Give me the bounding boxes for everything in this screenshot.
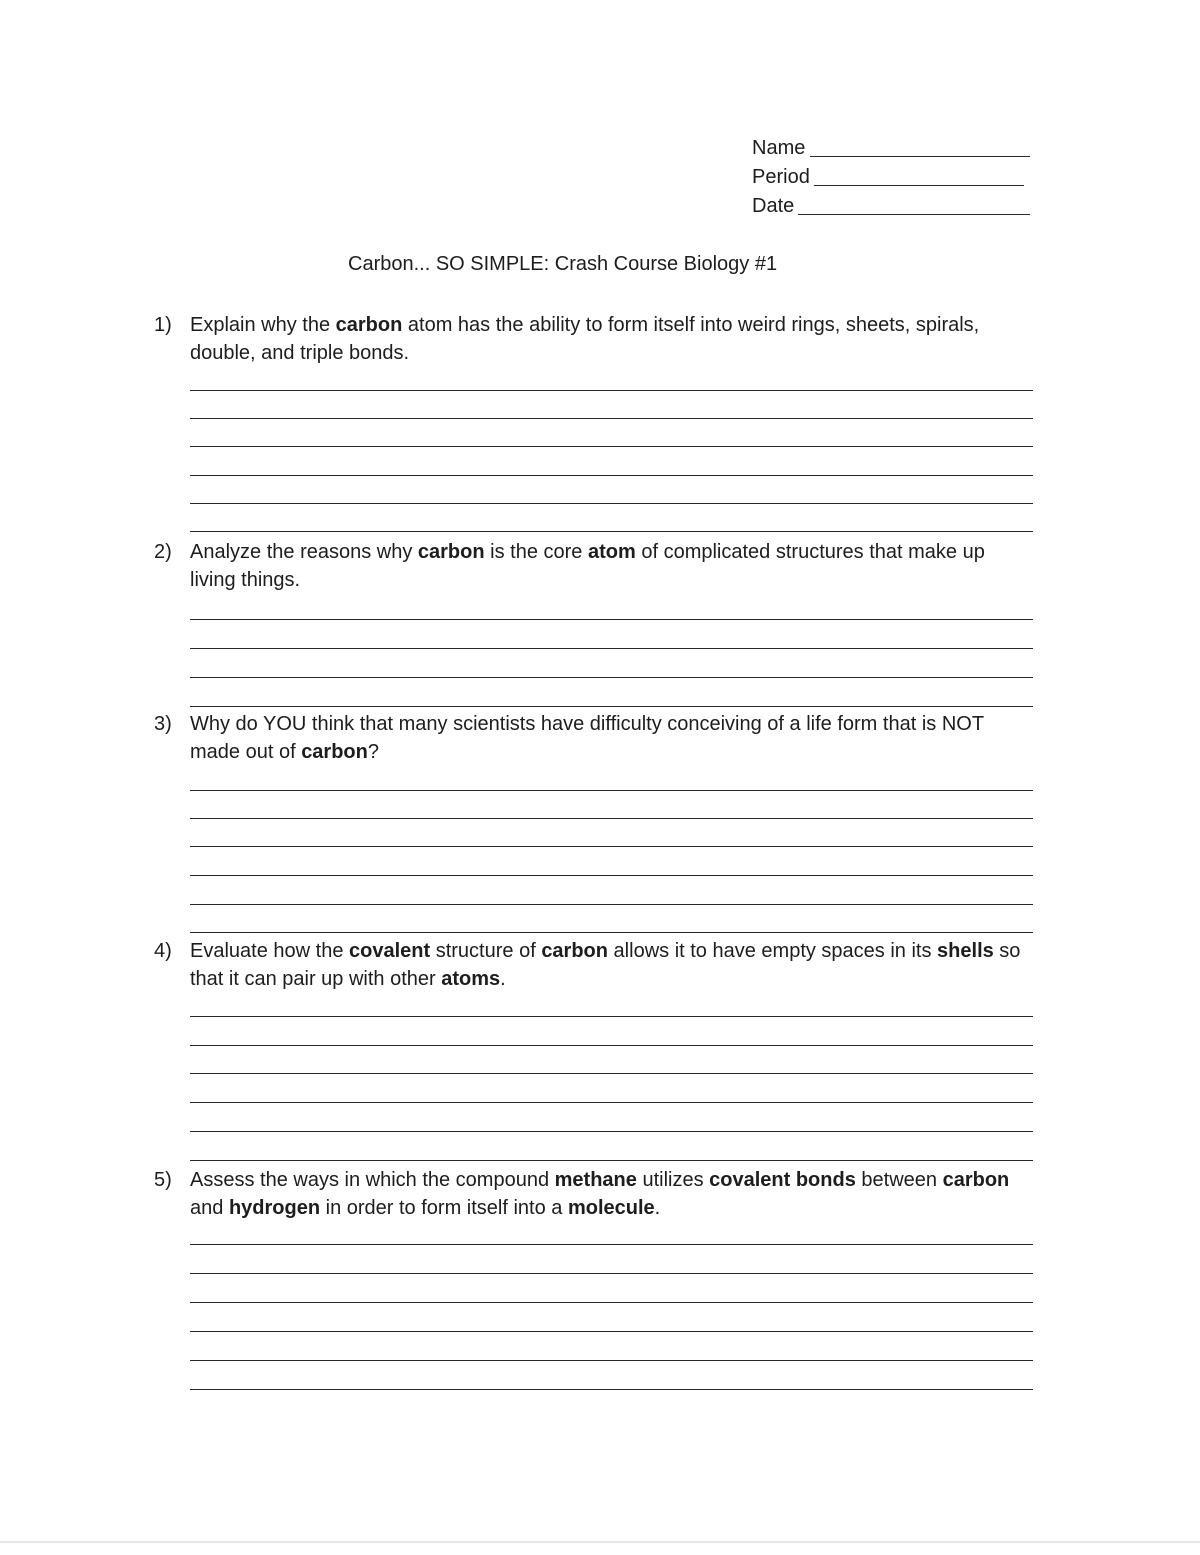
worksheet-title: Carbon... SO SIMPLE: Crash Course Biology #1 (348, 253, 778, 275)
answer-line[interactable] (190, 1331, 1033, 1332)
question-text-segment: structure of (430, 940, 542, 962)
bold-term: covalent (349, 940, 431, 962)
period-field (752, 165, 810, 189)
answer-line[interactable] (190, 648, 1033, 649)
bold-term: covalent bonds (709, 1169, 856, 1191)
bold-term: carbon (942, 1169, 1010, 1191)
question-text-segment: of complicated structures that make up living things. (190, 541, 985, 591)
bold-term: molecule (567, 1197, 655, 1219)
bold-term: shells (937, 940, 994, 962)
answer-line[interactable] (190, 1244, 1033, 1245)
question-text-segment: Assess the ways in which the compound (190, 1169, 555, 1191)
scan-edge-divider (0, 1541, 1200, 1543)
answer-line[interactable] (190, 706, 1033, 707)
question-text (190, 1166, 1030, 1222)
bold-term: methane (554, 1169, 637, 1191)
question-text-segment: in order to form itself into a (320, 1197, 568, 1219)
bold-term: atom (587, 541, 636, 563)
period-blank-line (814, 185, 1024, 186)
question-text-segment: between (855, 1169, 943, 1191)
answer-line[interactable] (190, 677, 1033, 678)
answer-line[interactable] (190, 846, 1033, 847)
date-label: Date (752, 195, 795, 217)
answer-line[interactable] (190, 1389, 1033, 1390)
question-text-segment: is the core (484, 541, 588, 563)
question-number: 5) (154, 1169, 172, 1191)
question-text-segment: ? (367, 741, 379, 763)
question-text-segment: . (654, 1197, 661, 1219)
question-number: 4) (154, 940, 172, 962)
period-label: Period (752, 166, 810, 188)
answer-line[interactable] (190, 818, 1033, 819)
answer-line[interactable] (190, 932, 1033, 933)
question-text-segment: allows it to have empty spaces in its (608, 940, 938, 962)
question-text-segment: Why do YOU think that many scientists have difficulty conceiving of a life form that is NOT made out of (190, 713, 984, 763)
name-blank-line (810, 156, 1030, 157)
answer-line[interactable] (190, 1045, 1033, 1046)
question-text (190, 937, 1030, 993)
bold-term: carbon (541, 940, 608, 962)
answer-line[interactable] (190, 790, 1033, 791)
answer-line[interactable] (190, 390, 1033, 391)
answer-line[interactable] (190, 1160, 1033, 1161)
answer-line[interactable] (190, 904, 1033, 905)
answer-line[interactable] (190, 1273, 1033, 1274)
question-number: 3) (154, 713, 172, 735)
answer-line[interactable] (190, 503, 1033, 504)
answer-line[interactable] (190, 446, 1033, 447)
bold-term: atoms (441, 968, 501, 990)
answer-line[interactable] (190, 619, 1033, 620)
bold-term: carbon (301, 741, 368, 763)
name-label: Name (752, 137, 806, 159)
date-blank-line (798, 214, 1030, 215)
bold-term: hydrogen (228, 1197, 321, 1219)
answer-line[interactable] (190, 475, 1033, 476)
answer-line[interactable] (190, 531, 1033, 532)
question-text (190, 311, 1030, 367)
question-text-segment: atom has the ability to form itself into weird rings, sheets, spirals, double, and triple bonds. (190, 314, 980, 364)
question-text (190, 710, 1030, 766)
answer-line[interactable] (190, 1016, 1033, 1017)
question-text-segment: Explain why the (190, 314, 336, 336)
bold-term: carbon (335, 314, 403, 336)
name-field (752, 136, 805, 160)
question-text-segment: Analyze the reasons why (190, 541, 418, 563)
answer-line[interactable] (190, 1073, 1033, 1074)
date-field (752, 194, 794, 218)
question-text-segment: so that it can pair up with other (190, 940, 1021, 990)
answer-line[interactable] (190, 1360, 1033, 1361)
answer-line[interactable] (190, 418, 1033, 419)
question-text (190, 538, 1030, 594)
answer-line[interactable] (190, 875, 1033, 876)
question-text-segment: and (190, 1197, 229, 1219)
question-number: 1) (154, 314, 172, 336)
answer-line[interactable] (190, 1131, 1033, 1132)
question-text-segment: Evaluate how the (190, 940, 349, 962)
question-text-segment: utilizes (636, 1169, 710, 1191)
answer-line[interactable] (190, 1302, 1033, 1303)
question-number: 2) (154, 541, 172, 563)
bold-term: carbon (417, 541, 485, 563)
answer-line[interactable] (190, 1102, 1033, 1103)
question-text-segment: . (500, 968, 506, 990)
